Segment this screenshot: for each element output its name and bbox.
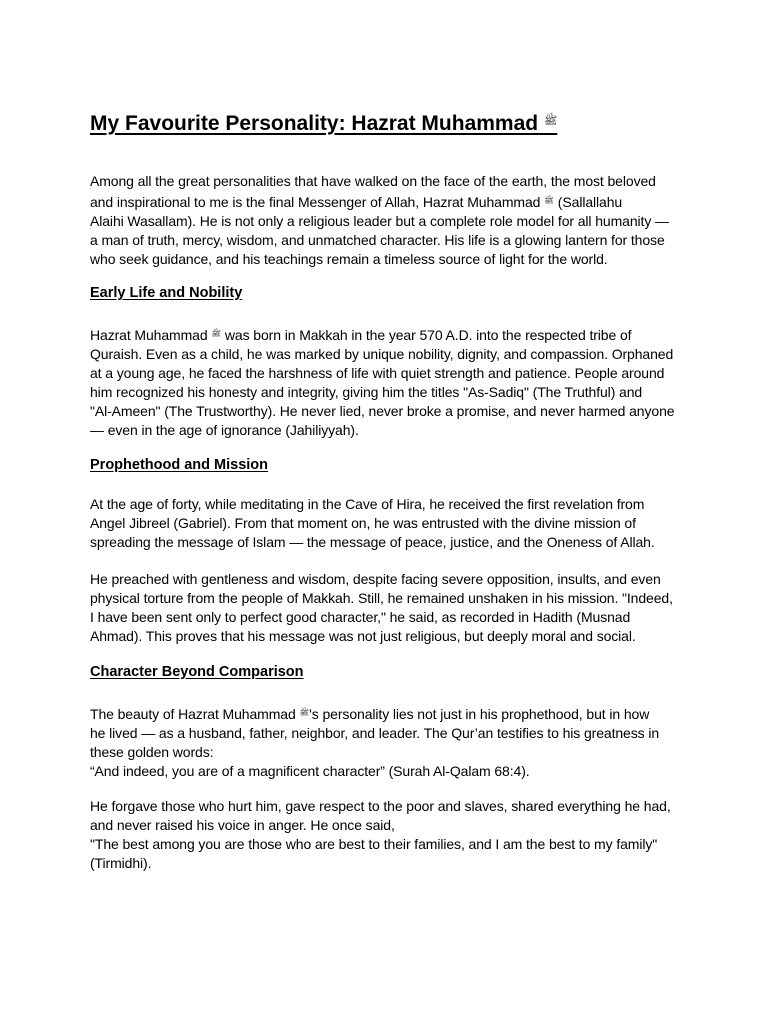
paragraph-line: Quraish. Even as a child, he was marked by unique nobility, dignity, and compassion. Orphaned <box>90 346 674 362</box>
paragraph-line: “And indeed, you are of a magnificent character” (Surah Al-Qalam 68:4). <box>90 763 530 779</box>
paragraph-line: these golden words: <box>90 744 214 760</box>
paragraph-line: physical torture from the people of Makkah. Still, he remained unshaken in his mission. "Indeed, <box>90 590 673 606</box>
paragraph-line: and never raised his voice in anger. He once said, <box>90 817 395 833</box>
paragraph-line: he lived — as a husband, father, neighbor, and leader. The Qur’an testifies to his greatness in <box>90 725 660 741</box>
paragraph-line: spreading the message of Islam — the message of peace, justice, and the Oneness of Allah. <box>90 534 655 550</box>
paragraph-line: who seek guidance, and his teachings remain a timeless source of light for the world. <box>90 251 608 267</box>
paragraph-line: Angel Jibreel (Gabriel). From that moment on, he was entrusted with the divine mission of <box>90 515 636 531</box>
section-heading-character: Character Beyond Comparison <box>90 664 304 680</box>
honorific-glyph: ﷺ <box>543 114 558 127</box>
page-title <box>90 112 557 136</box>
paragraph-line: Among all the great personalities that have walked on the face of the earth, the most beloved <box>90 173 656 189</box>
character-paragraph-1 <box>90 703 680 781</box>
section-heading-early-life: Early Life and Nobility <box>90 285 243 301</box>
intro-paragraph <box>90 172 680 269</box>
prophethood-paragraph-1 <box>90 495 680 552</box>
paragraph-line: He preached with gentleness and wisdom, despite facing severe opposition, insults, and even <box>90 571 661 587</box>
honorific-glyph: ﷺ <box>299 708 310 717</box>
honorific-glyph: ﷺ <box>211 329 222 338</box>
early-life-paragraph <box>90 324 680 440</box>
paragraph-line: at a young age, he faced the harshness of life with quiet strength and patience. People around <box>90 365 665 381</box>
paragraph-line: Hazrat Muhammad $^ﷺ$ was born in Makkah in the year 570 A.D. into the respected tribe of <box>90 327 632 343</box>
paragraph-line: "Al-Ameen" (The Trustworthy). He never lied, never broke a promise, and never harmed anyone <box>90 403 675 419</box>
paragraph-line: a man of truth, mercy, wisdom, and unmatched character. His life is a glowing lantern for those <box>90 232 665 248</box>
paragraph-line: Ahmad). This proves that his message was not just religious, but deeply moral and social. <box>90 628 636 644</box>
section-heading-prophethood: Prophethood and Mission <box>90 457 269 473</box>
honorific-glyph: ﷺ <box>544 196 554 205</box>
paragraph-line: him recognized his honesty and integrity, giving him the titles "As-Sadiq" (The Truthful) and <box>90 384 643 400</box>
paragraph-line: At the age of forty, while meditating in the Cave of Hira, he received the first revelation from <box>90 496 645 512</box>
paragraph-line: and inspirational to me is the final Messenger of Allah, Hazrat Muhammad $^ﷺ$ (Sallallahu <box>90 194 623 210</box>
page-title-text: My Favourite Personality: Hazrat Muhammad <box>90 112 539 135</box>
character-paragraph-2 <box>90 797 680 873</box>
paragraph-line: I have been sent only to perfect good character," he said, as recorded in Hadith (Musnad <box>90 609 631 625</box>
paragraph-line: — even in the age of ignorance (Jahiliyyah). <box>90 422 359 438</box>
prophethood-paragraph-2 <box>90 570 680 646</box>
paragraph-line: (Tirmidhi). <box>90 855 152 871</box>
paragraph-line: "The best among you are those who are best to their families, and I am the best to my family" <box>90 836 658 852</box>
paragraph-line: The beauty of Hazrat Muhammad $^ﷺ$'s personality lies not just in his prophethood, but in how <box>90 706 650 722</box>
paragraph-line: Alaihi Wasallam). He is not only a religious leader but a complete role model for all humanity — <box>90 213 669 229</box>
paragraph-line: He forgave those who hurt him, gave respect to the poor and slaves, shared everything he had, <box>90 798 671 814</box>
